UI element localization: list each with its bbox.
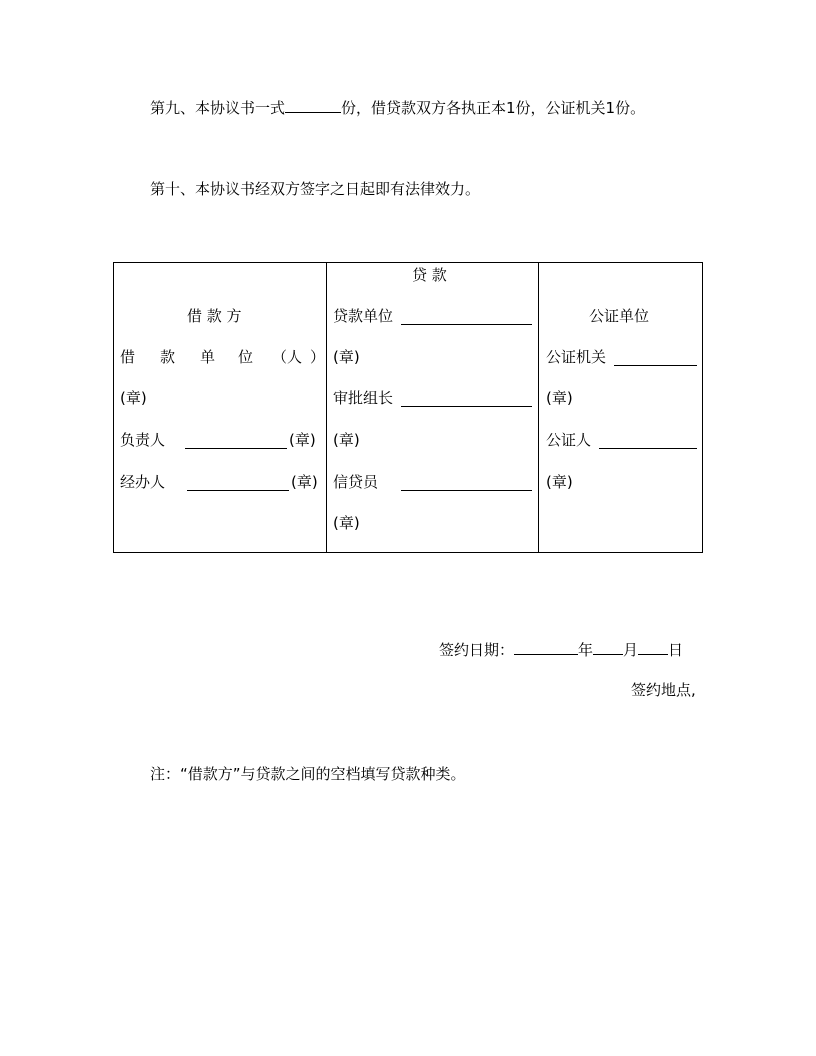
borrower-unit-char: 位 <box>238 348 254 366</box>
month-blank <box>593 638 623 655</box>
notary-person-seal: (章) <box>546 473 573 491</box>
copies-blank <box>285 96 341 113</box>
lender-title: 贷 款 <box>412 266 447 284</box>
notary-person-line <box>599 448 697 449</box>
handler-seal: (章) <box>291 473 318 491</box>
month-label: 月 <box>623 641 639 659</box>
notary-office-line <box>614 365 697 366</box>
borrower-unit-char: （人 <box>272 348 303 366</box>
responsible-line <box>185 448 287 449</box>
responsible-seal: (章) <box>289 431 316 449</box>
signing-date-label: 签约日期： <box>439 641 515 659</box>
officer-label: 信贷员 <box>333 473 379 491</box>
approver-label: 审批组长 <box>333 389 394 407</box>
footnote: 注：“借款方”与贷款之间的空档填写贷款种类。 <box>150 765 466 783</box>
borrower-unit-char: ） <box>310 348 326 366</box>
signature-table <box>113 262 703 553</box>
clause-nine-prefix: 第九、本协议书一式 <box>150 99 286 117</box>
borrower-unit-char: 款 <box>160 348 176 366</box>
notary-office-label: 公证机关 <box>546 348 607 366</box>
year-label: 年 <box>578 641 594 659</box>
borrower-unit-char: 单 <box>200 348 216 366</box>
lender-unit-label: 贷款单位 <box>333 307 394 325</box>
day-label: 日 <box>668 641 684 659</box>
borrower-unit-char: 借 <box>120 348 136 366</box>
signing-date <box>439 638 683 660</box>
officer-line <box>401 490 532 491</box>
officer-seal: (章) <box>333 514 360 532</box>
notary-person-label: 公证人 <box>546 431 592 449</box>
responsible-label: 负责人 <box>120 431 166 449</box>
day-blank <box>638 638 668 655</box>
handler-label: 经办人 <box>120 473 166 491</box>
approver-seal: (章) <box>333 431 360 449</box>
signing-place: 签约地点, <box>631 681 696 699</box>
clause-nine <box>150 96 645 118</box>
notary-office-seal: (章) <box>546 389 573 407</box>
clause-nine-suffix: 份，借贷款双方各执正本1份，公证机关1份。 <box>341 99 646 117</box>
lender-unit-seal: (章) <box>333 348 360 366</box>
borrower-title: 借 款 方 <box>187 307 242 325</box>
borrower-unit-seal: (章) <box>120 389 147 407</box>
notary-title: 公证单位 <box>589 307 650 325</box>
year-blank <box>514 638 578 655</box>
approver-line <box>401 406 532 407</box>
column-divider-2 <box>538 263 539 552</box>
clause-ten: 第十、本协议书经双方签字之日起即有法律效力。 <box>150 180 481 198</box>
handler-line <box>187 490 289 491</box>
column-divider-1 <box>326 263 327 552</box>
lender-unit-line <box>401 324 532 325</box>
